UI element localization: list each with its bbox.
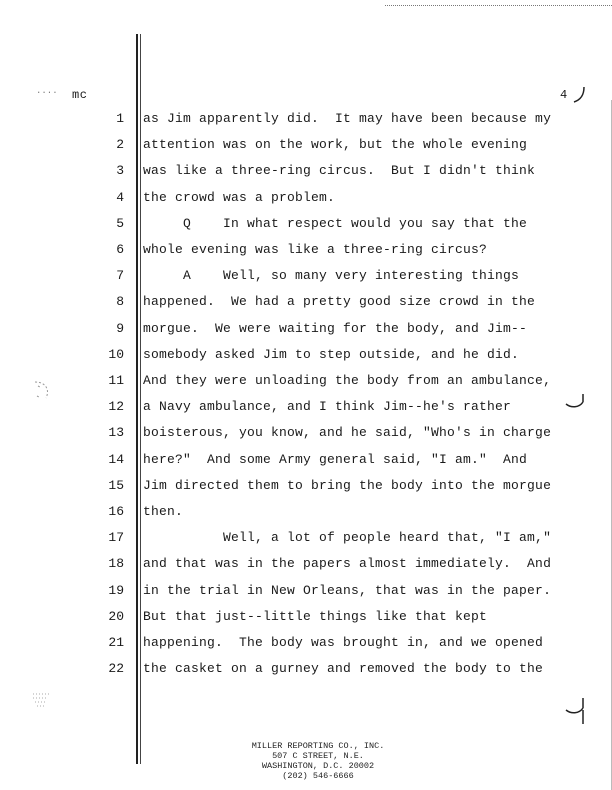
line-number: 1	[116, 111, 124, 126]
line-number: 17	[108, 530, 124, 546]
line-number: 6	[116, 242, 124, 257]
line-text: Well, a lot of people heard that, "I am,"	[143, 530, 552, 546]
line-text: morgue. We were waiting for the body, and Jim--	[143, 320, 528, 336]
line-number: 15	[108, 477, 124, 493]
line-text: somebody asked Jim to step outside, and he did.	[143, 346, 520, 362]
line-text: and that was in the papers almost immediately. And	[143, 556, 552, 572]
line-number: 22	[108, 661, 124, 677]
line-text: the crowd was a problem.	[143, 189, 336, 205]
line-number: 20	[108, 608, 124, 624]
line-number: 2	[116, 137, 124, 153]
line-text: boisterous, you know, and he said, "Who's in charge	[143, 425, 552, 441]
page-number: 4	[560, 88, 568, 102]
line-number: 21	[108, 635, 124, 650]
left-margin-rule	[136, 34, 138, 764]
footer-company: MILLER REPORTING CO., INC.	[251, 741, 385, 751]
footer-phone: (202) 546-6666	[282, 771, 354, 781]
line-text: And they were unloading the body from an ambulance,	[143, 373, 552, 388]
line-number: 8	[116, 294, 124, 310]
line-text: happening. The body was brought in, and we opened	[143, 635, 544, 650]
line-text: then.	[143, 504, 184, 519]
line-number: 5	[116, 215, 124, 231]
line-number: 3	[116, 163, 124, 179]
margin-dots: ····	[36, 88, 58, 98]
line-text: here?" And some Army general said, "I am." And	[143, 451, 528, 467]
line-number: 14	[108, 451, 124, 467]
line-number: 9	[116, 320, 124, 336]
footer-city: WASHINGTON, D.C. 20002	[261, 761, 375, 771]
left-margin-rule-inner	[140, 34, 141, 764]
line-text: in the trial in New Orleans, that was in the paper.	[143, 582, 552, 598]
line-text: Jim directed them to bring the body into the morgue	[143, 477, 552, 493]
line-number: 11	[108, 373, 124, 388]
line-number: 19	[108, 582, 124, 598]
hole-punch-mark-lower	[565, 696, 585, 726]
line-number: 16	[108, 504, 124, 519]
line-number: 4	[116, 189, 124, 205]
line-text: A Well, so many very interesting things	[143, 268, 520, 284]
line-number: 7	[116, 268, 124, 284]
line-text: a Navy ambulance, and I think Jim--he's rather	[143, 399, 512, 415]
line-text: But that just--little things like that kept	[143, 608, 488, 624]
line-text: as Jim apparently did. It may have been because my	[143, 111, 552, 126]
line-text: attention was on the work, but the whole evening	[143, 137, 528, 153]
scan-artifact-mark-lower	[30, 688, 54, 712]
hole-punch-mark-upper	[565, 392, 585, 416]
reporter-initials: mc	[72, 88, 88, 102]
line-number: 13	[108, 425, 124, 441]
footer-street: 507 C STREET, N.E.	[272, 751, 364, 761]
line-text: the casket on a gurney and removed the body to the	[143, 661, 544, 677]
page-number-bracket-mark	[572, 86, 586, 104]
line-number: 18	[108, 556, 124, 572]
top-border-rule	[385, 5, 612, 6]
line-text: whole evening was like a three-ring circus?	[143, 242, 488, 257]
scan-artifact-mark	[32, 378, 54, 404]
line-number: 12	[108, 399, 124, 415]
line-number: 10	[108, 346, 124, 362]
line-text: Q In what respect would you say that the	[143, 215, 528, 231]
line-text: was like a three-ring circus. But I didn't think	[143, 163, 536, 179]
line-text: happened. We had a pretty good size crowd in the	[143, 294, 536, 310]
